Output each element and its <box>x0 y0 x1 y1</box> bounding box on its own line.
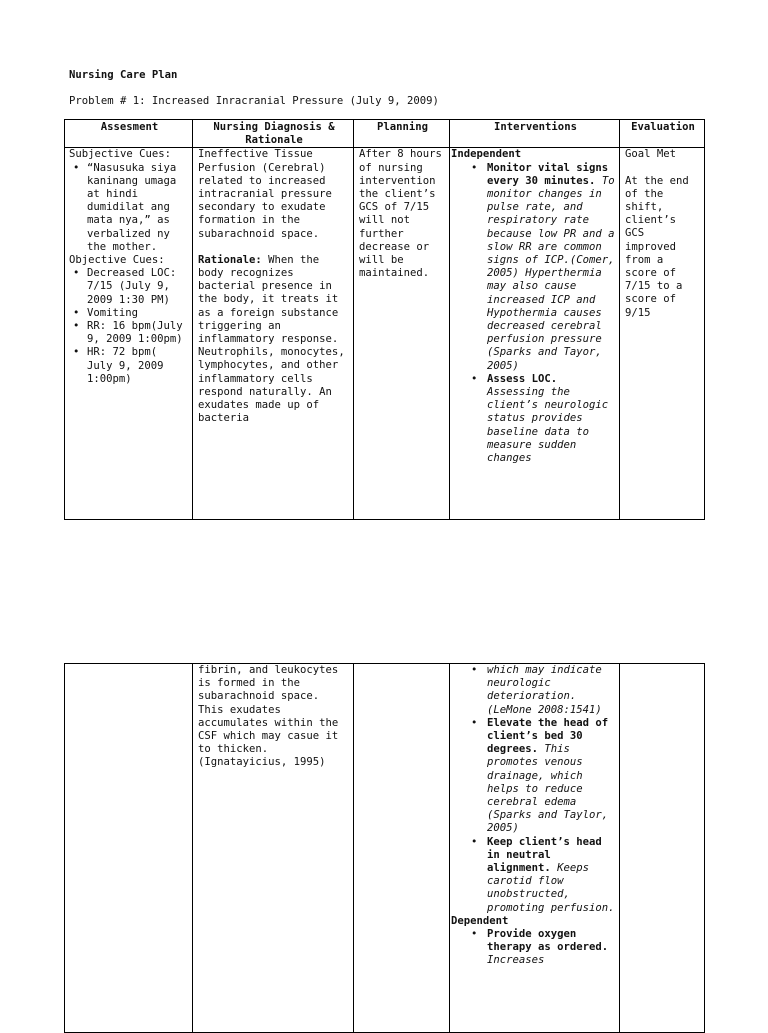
intervention-action: Elevate the head of client’s bed 30 degrees. <box>487 716 609 756</box>
intervention-rationale: This promotes venous drainage, which helps to reduce cerebral edema (Sparks and Taylor, 2005) <box>487 743 609 835</box>
diagnosis-cell <box>193 148 354 520</box>
list-item <box>487 717 616 836</box>
dependent-list <box>453 928 616 968</box>
table-row <box>65 664 705 1033</box>
intervention-action: Provide oxygen therapy as ordered. <box>487 928 609 954</box>
assessment-cell <box>65 148 193 520</box>
header-evaluation: Evaluation <box>620 120 705 148</box>
care-plan-table-page2 <box>64 663 705 1033</box>
intervention-action: Keep client’s head in neutral alignment. <box>487 835 602 875</box>
rationale-text: When the body recognizes bacterial presence in the body, it treats it as a foreign substance triggering an inflammatory response. Neutrophils, monocytes, lymphocytes, and other inflammatory cells respond naturally. An exudates made up of bacteria <box>198 253 345 425</box>
diagnosis-rationale <box>198 254 350 426</box>
rationale-label: Rationale: <box>198 253 262 266</box>
subjective-heading: Subjective Cues: <box>69 148 172 161</box>
independent-list <box>453 717 616 915</box>
list-item: • Vomiting <box>87 307 189 320</box>
evaluation-goal: Goal Met <box>625 148 677 161</box>
objective-heading: Objective Cues: <box>69 254 165 267</box>
list-item-continued <box>487 664 616 717</box>
independent-heading: Independent <box>451 148 522 161</box>
header-interventions: Interventions <box>450 120 620 148</box>
intervention-rationale: Keeps carotid flow unobstructed, promoting perfusion. <box>487 862 615 914</box>
interventions-cell <box>450 148 620 520</box>
evaluation-text: At the end of the shift, client’s GCS improved from a score of 7/15 to a score of 9/15 <box>625 174 689 319</box>
interventions-cell-continued <box>450 664 620 1033</box>
intervention-rationale: which may indicate neurologic deterioration. (LeMone 2008:1541) <box>487 664 602 716</box>
document-title: Nursing Care Plan <box>69 69 178 81</box>
planning-cell: After 8 hours of nursing intervention the client’s GCS of 7/15 will not further decrease or will be maintained. <box>354 148 450 520</box>
header-planning: Planning <box>354 120 450 148</box>
dependent-heading: Dependent <box>451 914 509 927</box>
diagnosis-statement: Ineffective Tissue Perfusion (Cerebral) related to increased intracranial pressure secondary to exudate formation in the subarachnoid space. <box>198 148 332 240</box>
list-item: • Decreased LOC: 7/15 (July 9, 2009 1:30 PM) <box>87 267 189 307</box>
evaluation-cell <box>620 148 705 520</box>
subjective-list <box>69 162 189 254</box>
planning-cell-continued <box>354 664 450 1033</box>
problem-statement: Problem # 1: Increased Inracranial Pressure (July 9, 2009) <box>69 95 439 107</box>
intervention-rationale: Increases <box>487 954 545 967</box>
list-item <box>487 836 616 915</box>
independent-list <box>453 162 616 466</box>
objective-list <box>69 267 189 386</box>
list-item <box>487 162 616 373</box>
intervention-action: Assess LOC. <box>487 372 558 385</box>
table-row <box>65 148 705 520</box>
independent-list-continued <box>453 664 616 717</box>
intervention-rationale: To monitor changes in pulse rate, and respiratory rate because low PR and a slow RR are common signs of ICP.(Comer, 2005) Hyperthermia may also cause increased ICP and Hypothermia causes decreased cerebral perfusion pressure (Sparks and Tayor, 2005) <box>487 174 615 372</box>
list-item: • HR: 72 bpm( July 9, 2009 1:00pm) <box>87 346 189 386</box>
list-item: • RR: 16 bpm(July 9, 2009 1:00pm) <box>87 320 189 346</box>
intervention-rationale: Assessing the client’s neurologic status provides baseline data to measure sudden changes <box>487 386 609 465</box>
header-diagnosis: Nursing Diagnosis & Rationale <box>193 120 354 148</box>
list-item: • “Nasusuka siya kaninang umaga at hindi dumidilat ang mata nya,” as verbalized ny the mother. <box>87 162 189 254</box>
assessment-cell-continued <box>65 664 193 1033</box>
evaluation-cell-continued <box>620 664 705 1033</box>
intervention-action: Monitor vital signs every 30 minutes. <box>487 161 609 187</box>
table-header-row <box>65 120 705 148</box>
list-item <box>487 373 616 465</box>
header-assessment: Assesment <box>65 120 193 148</box>
list-item <box>487 928 616 968</box>
diagnosis-cell-continued: fibrin, and leukocytes is formed in the subarachnoid space. This exudates accumulates within the CSF which may casue it to thicken. (Ignatayicius, 1995) <box>193 664 354 1033</box>
care-plan-table-page1 <box>64 119 705 520</box>
